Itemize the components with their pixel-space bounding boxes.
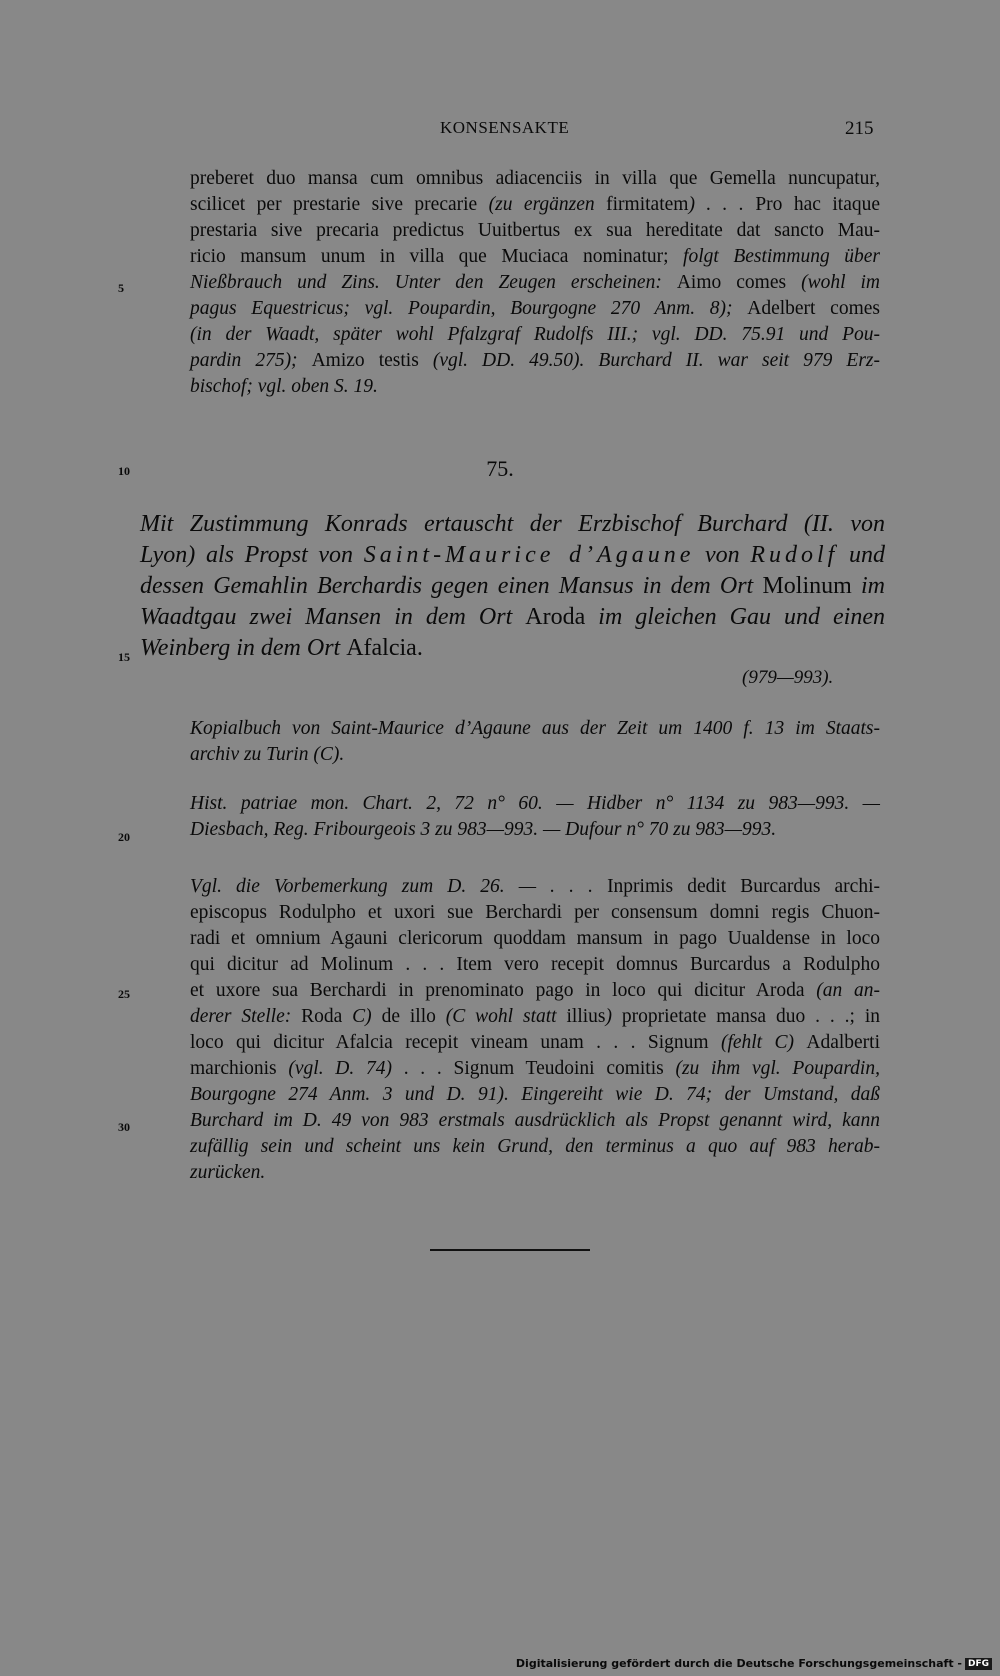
text-run: ricio mansum unum in villa que Muciaca nominatur; <box>190 246 684 267</box>
text-run: prestaria sive precaria predictus Uuitbertus ex sua hereditate dat sancto Mau- <box>190 220 880 241</box>
regest-line <box>140 509 885 540</box>
document-date: (979—993). <box>742 667 834 688</box>
text-run: Hist. patriae mon. Chart. 2, 72 n° 60. — Hidber n° 1134 zu 983—993. — <box>190 793 880 814</box>
running-head <box>0 118 1000 142</box>
text-run: Bourgogne 274 Anm. 3 und D. 91). Eingereiht wie D. 74; der Umstand, daß <box>190 1084 880 1105</box>
text-run: (zu ergänzen <box>488 194 607 215</box>
text-run: Lyon) als Propst von <box>140 542 364 568</box>
commentary-line <box>190 1056 880 1082</box>
text-run: Molinum <box>762 573 862 599</box>
text-run: Saint-Maurice d’Agaune <box>363 542 695 568</box>
literature-line <box>190 791 880 817</box>
text-run: folgt Bestimmung über <box>683 246 880 267</box>
text-run: zufällig sein und scheint uns kein Grund, den terminus a quo auf 983 herab- <box>190 1136 880 1157</box>
continuation-line <box>190 296 880 322</box>
running-head-title: KONSENSAKTE <box>440 118 570 137</box>
text-run: Aroda <box>525 604 599 630</box>
text-run: (in der Waadt, später wohl Pfalzgraf Rudolfs III.; vgl. DD. 75.91 und Pou- <box>190 324 880 345</box>
text-run: radi et omnium Agauni clericorum quoddam mansum in pago Uualdense in loco <box>190 928 880 949</box>
continuation-line <box>190 348 880 374</box>
literature-line <box>190 817 880 843</box>
text-run: qui dicitur ad Molinum . . . Item vero recepit domnus Burcardus a Rodulpho <box>190 954 880 975</box>
continuation-line <box>190 270 880 296</box>
line-number-10: 10 <box>118 464 130 478</box>
text-run: Adalberti <box>806 1032 881 1053</box>
text-run: Waadtgau zwei Mansen in dem Ort <box>140 604 526 630</box>
text-run: (fehlt C) <box>720 1032 807 1053</box>
line-number-20: 20 <box>118 830 130 844</box>
text-run: et uxore sua Berchardi in prenominato pago in loco qui dicitur Aroda <box>190 980 817 1001</box>
text-run: zurücken. <box>190 1162 266 1183</box>
text-run: im gleichen Gau und einen <box>598 604 885 630</box>
text-run: im <box>861 573 886 599</box>
text-run: Pro hac itaque <box>755 194 881 215</box>
continuation-paragraph <box>190 166 880 400</box>
continuation-line <box>190 192 880 218</box>
regest-line <box>140 633 885 664</box>
text-run: (zu ihm vgl. Poupardin, <box>675 1058 880 1079</box>
text-run: scilicet per prestarie sive precarie <box>190 194 489 215</box>
text-run: Aimo comes <box>676 272 802 293</box>
text-run: firmitatem <box>606 194 689 215</box>
text-run: archiv zu Turin (C). <box>190 744 345 765</box>
text-run: preberet duo mansa cum omnibus adiacenciis in villa que Gemella nuncupatur, <box>190 168 880 189</box>
commentary-line <box>190 926 880 952</box>
regest-summary <box>140 509 885 664</box>
line-number-25: 25 <box>118 987 130 1001</box>
continuation-line <box>190 166 880 192</box>
text-run: von <box>694 542 751 568</box>
commentary-line <box>190 952 880 978</box>
text-run: Vgl. die Vorbemerkung zum D. 26. — . . . <box>190 876 608 897</box>
regest-line <box>140 540 885 571</box>
commentary-line <box>190 1160 880 1186</box>
text-run: Kopialbuch von Saint-Maurice d’Agaune aus der Zeit um 1400 f. 13 im Staats- <box>190 718 880 739</box>
text-run: bischof; vgl. oben S. 19. <box>190 376 378 397</box>
text-run: episcopus Rodulpho et uxori sue Berchardi per consensum domni regis Chuon- <box>190 902 880 923</box>
text-run: pardin 275); <box>190 350 312 371</box>
commentary-line <box>190 1004 880 1030</box>
continuation-line <box>190 244 880 270</box>
document-number: 75. <box>486 456 514 481</box>
line-number-30: 30 <box>118 1120 130 1134</box>
text-run: . . . Signum Teudoini comitis <box>403 1058 676 1079</box>
text-run: Burchard im D. 49 von 983 erstmals ausdrücklich als Propst genannt wird, kann <box>190 1110 880 1131</box>
regest-line <box>140 571 885 602</box>
text-run: illius <box>566 1006 606 1027</box>
dfg-logo: DFG <box>965 1658 992 1670</box>
text-run: dessen Gemahlin Berchardis gegen einen Mansus in dem Ort <box>140 573 763 599</box>
text-run: (vgl. DD. 49.50). Burchard II. war seit 979 Erz- <box>432 350 880 371</box>
text-run: Afalcia. <box>346 635 423 661</box>
text-run: marchionis <box>190 1058 289 1079</box>
footer-credit-text: Digitalisierung gefördert durch die Deutsche Forschungsgemeinschaft - <box>515 1657 962 1670</box>
text-run: Amizo testis <box>311 350 433 371</box>
literature-note <box>190 791 880 843</box>
text-run: Adelbert comes <box>747 298 880 319</box>
text-run: ) . . . <box>688 194 756 215</box>
tradition-line <box>190 716 880 742</box>
commentary-line <box>190 1134 880 1160</box>
tradition-line <box>190 742 880 768</box>
commentary-line <box>190 978 880 1004</box>
text-run: Inprimis dedit Burcardus archi- <box>607 876 880 897</box>
continuation-line <box>190 374 880 400</box>
text-run: (vgl. D. 74) <box>288 1058 404 1079</box>
text-run: Rudolf <box>750 542 839 568</box>
text-run: de illo <box>381 1006 446 1027</box>
page-number: 215 <box>845 118 874 139</box>
continuation-line <box>190 322 880 348</box>
text-run: proprietate mansa duo . . .; in <box>621 1006 880 1027</box>
text-run: loco qui dicitur Afalcia recepit vineam unam . . . Signum <box>190 1032 721 1053</box>
commentary-paragraph <box>190 874 880 1186</box>
commentary-line <box>190 1108 880 1134</box>
continuation-line <box>190 218 880 244</box>
text-run: Diesbach, Reg. Fribourgeois 3 zu 983—993. — Dufour n° 70 zu 983—993. <box>190 819 777 840</box>
text-run: ) <box>605 1006 622 1027</box>
text-run: derer Stelle: <box>190 1006 302 1027</box>
line-number-5: 5 <box>118 281 124 295</box>
tradition-note <box>190 716 880 768</box>
section-divider <box>430 1249 590 1251</box>
text-run: C) <box>352 1006 382 1027</box>
footer-credit <box>516 1657 992 1670</box>
commentary-line <box>190 874 880 900</box>
text-run: pagus Equestricus; vgl. Poupardin, Bourgogne 270 Anm. 8); <box>190 298 748 319</box>
text-run: und <box>838 542 886 568</box>
text-run: (an an- <box>816 980 880 1001</box>
commentary-line <box>190 900 880 926</box>
text-run: (wohl im <box>801 272 881 293</box>
commentary-line <box>190 1082 880 1108</box>
commentary-line <box>190 1030 880 1056</box>
line-number-15: 15 <box>118 650 130 664</box>
text-run: (C wohl statt <box>445 1006 567 1027</box>
text-run: Mit Zustimmung Konrads ertauscht der Erzbischof Burchard (II. von <box>140 511 885 537</box>
text-run: Roda <box>301 1006 353 1027</box>
regest-line <box>140 602 885 633</box>
text-run: Nießbrauch und Zins. Unter den Zeugen erscheinen: <box>190 272 677 293</box>
text-run: Weinberg in dem Ort <box>140 635 347 661</box>
